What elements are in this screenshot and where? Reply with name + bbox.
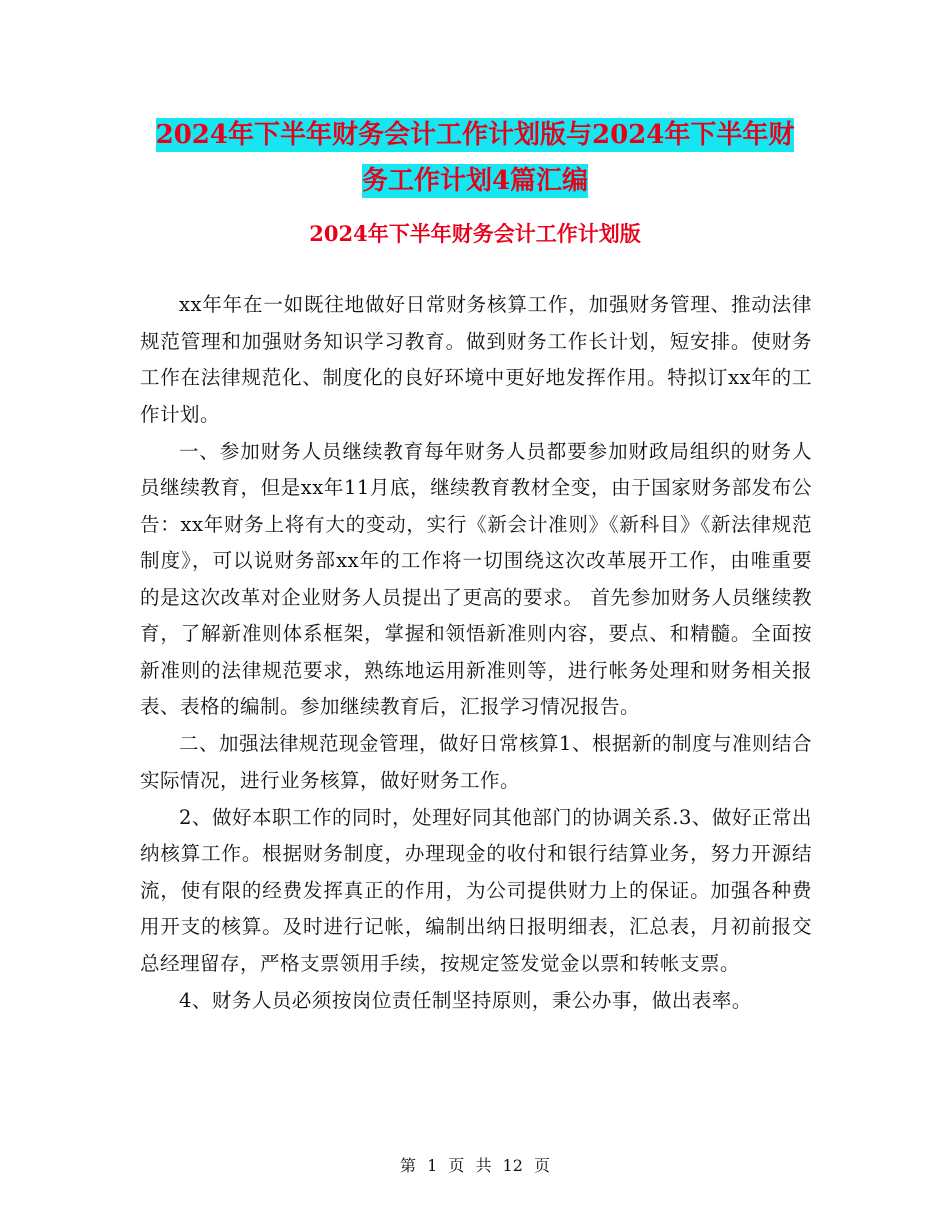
paragraph: 4、财务人员必须按岗位责任制坚持原则，秉公办事，做出表率。 xyxy=(179,988,752,1012)
section-title: 2024年下半年财务会计工作计划版 xyxy=(309,221,641,246)
document-title-line-2: 务工作计划4篇汇编 xyxy=(361,166,589,196)
document-title-line-1: 2024年下半年财务会计工作计划版与2024年下半年财 xyxy=(155,120,795,150)
paragraph: xx年年在一如既往地做好日常财务核算工作，加强财务管理、推动法律规范管理和加强财务知识学习教育。做到财务工作长计划，短安排。使财务工作在法律规范化、制度化的良好环境中更好地发挥作用。特拟订xx年的工作计划。 xyxy=(140,293,812,426)
document-body xyxy=(140,287,812,1020)
page-footer: 第 1 页 共 12 页 xyxy=(400,1156,550,1175)
paragraph: 一、参加财务人员继续教育每年财务人员都要参加财政局组织的财务人员继续教育，但是xx年11月底，继续教育教材全变，由于国家财务部发布公告：xx年财务上将有大的变动，实行《新会计准则》《新科目》《新法律规范制度》，可以说财务部xx年的工作将一切围绕这次改革展开工作，由唯重要的是这次改革对企业财务人员提出了更高的要求。 首先参加财务人员继续教育，了解新准则体系框架，掌握和领悟新准则内容，要点、和精髓。全面按新准则的法律规范要求，熟练地运用新准则等，进行帐务处理和财务相关报表、表格的编制。参加继续教育后，汇报学习情况报告。 xyxy=(140,439,812,718)
paragraph: 2、做好本职工作的同时，处理好同其他部门的协调关系.3、做好正常出纳核算工作。根据财务制度，办理现金的收付和银行结算业务，努力开源结流，使有限的经费发挥真正的作用，为公司提供财力上的保证。加强各种费用开支的核算。及时进行记帐，编制出纳日报明细表，汇总表，月初前报交总经理留存，严格支票领用手续，按规定签发觉金以票和转帐支票。 xyxy=(140,805,812,975)
document-title xyxy=(0,112,950,204)
paragraph: 二、加强法律规范现金管理，做好日常核算1、根据新的制度与准则结合实际情况，进行业务核算，做好财务工作。 xyxy=(140,732,812,792)
